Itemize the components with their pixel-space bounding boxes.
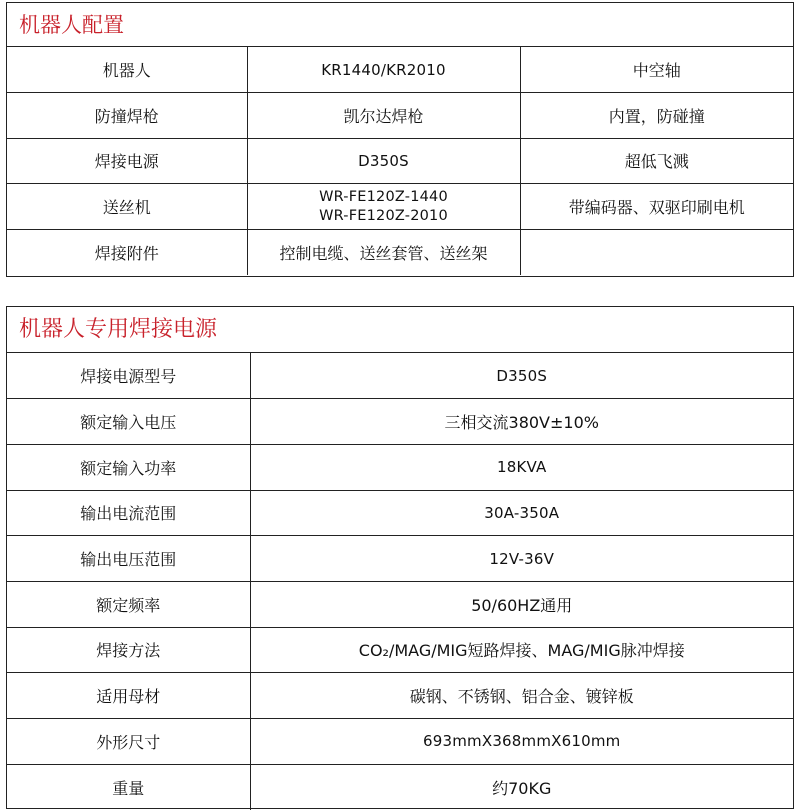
config-extra-accessories [520,229,793,275]
robot-config-grid [7,47,793,275]
table-row [7,47,793,93]
config-extra-power: 超低飞溅 [520,138,793,184]
power-value-dimensions: 693mmX368mmX610mm [250,719,793,765]
config-label-robot: 机器人 [7,47,247,93]
config-label-power: 焊接电源 [7,138,247,184]
config-extra-feeder: 带编码器、双驱印刷电机 [520,184,793,230]
table-row [7,93,793,139]
power-value-frequency: 50/60HZ通用 [250,581,793,627]
feeder-model-line-2: WR-FE120Z-2010 [319,207,448,224]
table-row [7,184,793,230]
config-extra-robot: 中空轴 [520,47,793,93]
table-row [7,353,793,399]
config-value-feeder [247,184,520,230]
power-value-base-material: 碳钢、不锈钢、铝合金、镀锌板 [250,673,793,719]
welding-power-table [6,306,794,809]
power-label-weight: 重量 [7,764,250,810]
power-label-input-power: 额定输入功率 [7,444,250,490]
robot-config-title: 机器人配置 [7,3,793,47]
power-value-input-power: 18KVA [250,444,793,490]
config-value-torch: 凯尔达焊枪 [247,93,520,139]
power-label-frequency: 额定频率 [7,581,250,627]
power-value-welding-method: CO₂/MAG/MIG短路焊接、MAG/MIG脉冲焊接 [250,627,793,673]
power-value-weight: 约70KG [250,764,793,810]
welding-power-grid [7,353,793,810]
table-row [7,536,793,582]
power-label-current-range: 输出电流范围 [7,490,250,536]
table-row [7,399,793,445]
power-value-current-range: 30A-350A [250,490,793,536]
config-label-torch: 防撞焊枪 [7,93,247,139]
table-row [7,581,793,627]
config-value-accessories: 控制电缆、送丝套管、送丝架 [247,229,520,275]
table-row [7,673,793,719]
table-row [7,138,793,184]
power-value-voltage-range: 12V-36V [250,536,793,582]
feeder-model-line-1: WR-FE120Z-1440 [319,188,448,205]
power-label-model: 焊接电源型号 [7,353,250,399]
power-label-dimensions: 外形尺寸 [7,719,250,765]
power-label-base-material: 适用母材 [7,673,250,719]
power-value-input-voltage: 三相交流380V±10% [250,399,793,445]
config-extra-torch: 内置，防碰撞 [520,93,793,139]
table-row [7,444,793,490]
table-row [7,719,793,765]
table-row [7,229,793,275]
robot-config-table [6,2,794,277]
config-value-power: D350S [247,138,520,184]
welding-power-title: 机器人专用焊接电源 [7,307,793,353]
power-value-model: D350S [250,353,793,399]
power-label-welding-method: 焊接方法 [7,627,250,673]
table-row [7,764,793,810]
table-row [7,627,793,673]
power-label-input-voltage: 额定输入电压 [7,399,250,445]
config-label-accessories: 焊接附件 [7,229,247,275]
power-label-voltage-range: 输出电压范围 [7,536,250,582]
config-label-feeder: 送丝机 [7,184,247,230]
table-row [7,490,793,536]
config-value-robot: KR1440/KR2010 [247,47,520,93]
